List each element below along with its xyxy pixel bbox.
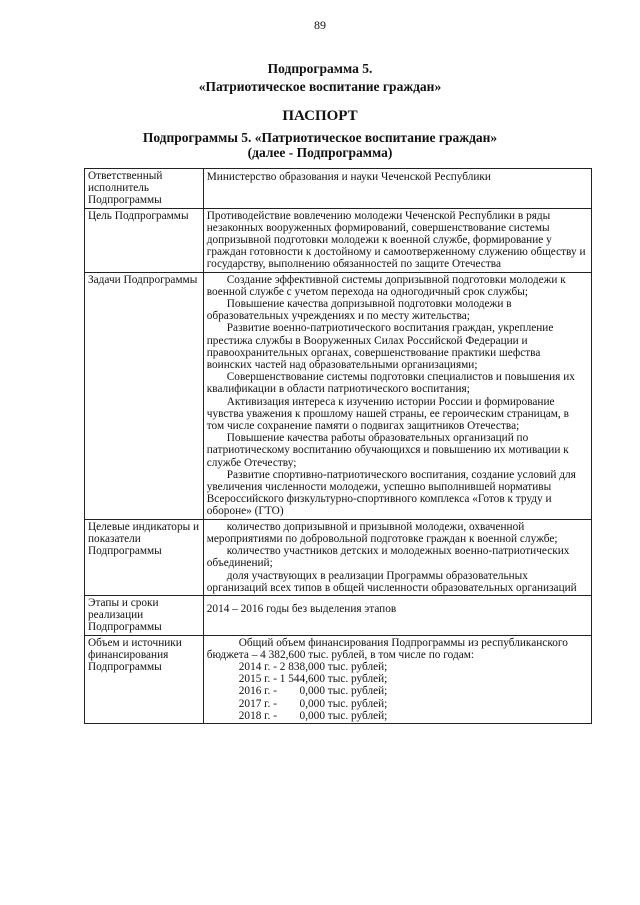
year-line: 2015 г. - 1 544,600 тыс. рублей; (238, 673, 388, 686)
paragraph: Повышение качества допризывной подготовки молодежи в образовательных учреждениях и по месту жительства; (206, 298, 512, 323)
passport-table (84, 168, 592, 724)
passport-note: (далее - Подпрограмма) (247, 145, 393, 160)
subprogram-title: Подпрограмма 5. (267, 61, 373, 76)
paragraph: Развитие военно-патриотического воспитания граждан, укрепление престижа службы в Вооруженных Силах Российской Федерации и правоохранительных органах, совершенствование практики шефства воинских частей над образовательными организациями; (206, 322, 554, 372)
row-label: Цель Подпрограммы (85, 208, 204, 272)
subprogram-name: «Патриотическое воспитание граждан» (198, 79, 442, 94)
paragraph: Министерство образования и науки Чеченской Республики (206, 171, 491, 183)
row-label: Ответственный исполнитель Подпрограммы (85, 169, 204, 209)
title-block (0, 60, 640, 160)
table-row (85, 208, 592, 272)
paragraph: Противодействие вовлечению молодежи Чеченской Республики в ряды незаконных вооруженных формирований, совершенствование системы допризывной подготовки молодежи к военной службе, формирование у граждан готовности к достойному и самоотверженному служению обществу и государству, выполнению обязанностей по защите Отечества (206, 209, 586, 271)
row-value (203, 169, 591, 209)
row-label: Целевые индикаторы и показатели Подпрограммы (85, 519, 204, 595)
paragraph: доля участвующих в реализации Программы образовательных организаций всех типов в общей численности образовательных организаций (206, 569, 577, 594)
row-label: Этапы и сроки реализации Подпрограммы (85, 595, 204, 635)
row-label: Объем и источники финансирования Подпрограммы (85, 635, 204, 723)
passport-heading: ПАСПОРТ (282, 108, 358, 124)
row-value (203, 272, 591, 519)
row-value (203, 595, 591, 635)
paragraph: Развитие спортивно-патриотического воспитания, создание условий для увеличения численности молодежи, успешно выполнившей нормативы Всероссийского физкультурно-спортивного комплекса «Готов к труду и обороне» (ГТО) (206, 468, 576, 518)
row-label: Задачи Подпрограммы (85, 272, 204, 519)
row-value (203, 208, 591, 272)
paragraph: Совершенствование системы подготовки специалистов и повышения их квалификации в области патриотического воспитания; (206, 371, 575, 396)
paragraph: Активизация интереса к изучению истории России и формирование чувства уважения к прошлому нашей страны, ее героическим страницам, в том числе сохранение памяти о подвигах защитников Отечества; (206, 395, 569, 433)
paragraph: Создание эффективной системы допризывной подготовки молодежи к военной службе с учетом перехода на одногодичный срок службы; (206, 273, 566, 298)
page-number: 89 (314, 18, 326, 32)
paragraph: Общий объем финансирования Подпрограммы из республиканского бюджета – 4 382,600 тыс. рублей, в том числе по годам: (206, 636, 568, 661)
row-value (203, 519, 591, 595)
year-line: 2018 г. - 0,000 тыс. рублей; (238, 709, 388, 722)
row-value (203, 635, 591, 723)
year-line: 2016 г. - 0,000 тыс. рублей; (238, 685, 388, 698)
paragraph: 2014 – 2016 годы без выделения этапов (206, 602, 397, 615)
table-row (85, 169, 592, 209)
table-row (85, 635, 592, 723)
year-line: 2014 г. - 2 838,000 тыс. рублей; (238, 660, 388, 673)
table-row (85, 595, 592, 635)
passport-subtitle: Подпрограммы 5. «Патриотическое воспитание граждан» (142, 130, 498, 145)
paragraph: количество участников детских и молодежных военно-патриотических объединений; (206, 545, 570, 570)
paragraph: Повышение качества работы образовательных организаций по патриотическому воспитанию обучающихся и повышению их мотивации к службе Отечеству; (206, 432, 569, 469)
year-line: 2017 г. - 0,000 тыс. рублей; (238, 697, 388, 710)
paragraph: количество допризывной и призывной молодежи, охваченной мероприятиями по добровольной подготовке граждан к военной службе; (206, 520, 558, 545)
table-row (85, 519, 592, 595)
table-row (85, 272, 592, 519)
